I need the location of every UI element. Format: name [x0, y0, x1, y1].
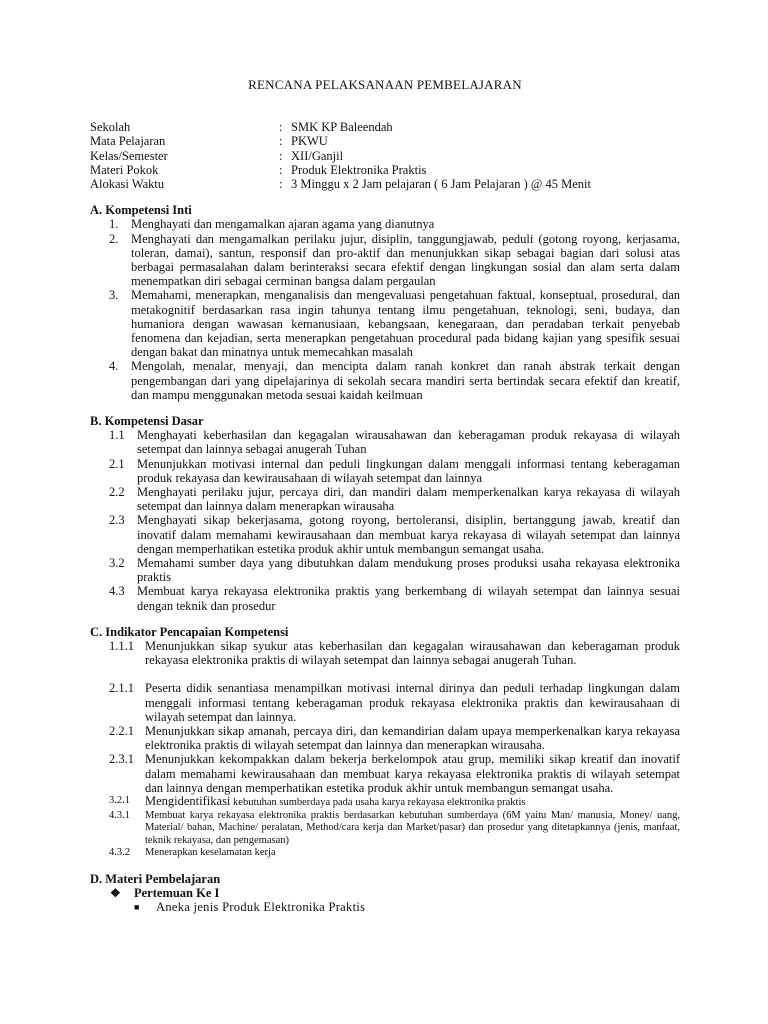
list-item — [90, 457, 680, 485]
identity-key: Sekolah — [90, 120, 131, 135]
section-core-competence — [90, 203, 680, 402]
item-number: 2.2 — [109, 485, 125, 499]
list-item — [90, 724, 680, 752]
identity-row-class — [90, 149, 680, 163]
list-item — [90, 752, 680, 795]
section-heading: D. Materi Pembelajaran — [90, 872, 221, 887]
item-number: 1. — [109, 217, 119, 232]
item-text-rest: kebutuhan sumberdaya pada usaha karya rekayasa elektronika praktis — [230, 797, 526, 809]
list-item — [90, 584, 680, 612]
diamond-bullet-icon: ❖ — [110, 886, 121, 901]
identity-row-time — [90, 177, 680, 191]
item-text-lead: Mengidentifikasi — [145, 794, 231, 809]
item-text: Membuat karya rekayasa elektronika praktis berdasarkan kebutuhan sumberdaya (6M yaitu Man/ manusia, Money/ uang, Material/ bahan, Machine/ peralatan, Method/cara kerja dan Market/pasar) dan prosedur yang ditetapkannya (jenis, manfaat, teknik rekayasa, dan pengemasan) — [145, 809, 680, 846]
list-item — [90, 795, 680, 810]
section-heading: B. Kompetensi Dasar — [90, 413, 204, 428]
item-text: Menunjukkan sikap amanah, percaya diri, dan kemandirian dalam upaya memperkenalkan karya rekayasa elektronika praktis di wilayah setempat dan lainnya dan menerapkan wirausaha. — [145, 724, 680, 753]
item-text: Membuat karya rekayasa elektronika praktis yang berkembang di wilayah setempat dan lainnya sesuai dengan teknik dan prosedur — [137, 584, 680, 613]
item-number: 3.2 — [109, 556, 125, 571]
item-text: Menunjukkan sikap syukur atas keberhasilan dan kegagalan wirausahawan dan keberagaman produk rekayasa elektronika praktis di wilayah setempat dan lainnya sebagai anugerah Tuhan. — [145, 639, 680, 668]
identity-row-school — [90, 120, 680, 134]
identity-colon: : — [279, 148, 283, 163]
identity-row-topic — [90, 163, 680, 177]
section-basic-competence — [90, 414, 680, 613]
identity-value: SMK KP Baleendah — [291, 120, 393, 135]
identity-key: Kelas/Semester — [90, 148, 168, 163]
spacer — [90, 667, 680, 681]
identity-key: Materi Pokok — [90, 162, 159, 177]
item-number: 3.2.1 — [109, 795, 130, 807]
identity-colon: : — [279, 120, 283, 135]
item-text: Menghayati dan mengamalkan ajaran agama yang dianutnya — [131, 217, 435, 232]
item-text: Peserta didik senantiasa menampilkan motivasi internal dirinya dan peduli terhadap lingkungan dalam menggali informasi tentang keberagaman produk rekayasa elektronika praktis dan kewirausahaan di wilayah setempat dan lainnya. — [145, 681, 680, 724]
section-materials — [90, 872, 680, 915]
list-item — [90, 428, 680, 456]
item-number: 4.3 — [109, 584, 125, 599]
identity-key: Mata Pelajaran — [90, 134, 166, 149]
list-item — [90, 359, 680, 402]
item-number: 2.1 — [109, 456, 125, 471]
meeting-label: Pertemuan Ke I — [134, 886, 220, 901]
item-text: Menghayati keberhasilan dan kegagalan wirausahawan dan keberagaman produk rekayasa di wilayah setempat dan lainnya sebagai anugerah Tuhan — [137, 428, 680, 457]
section-indicators — [90, 625, 680, 860]
item-text: Menunjukkan motivasi internal dan peduli lingkungan dalam menggali informasi tentang keberagaman produk rekayasa dan kewirausahaan di wilayah setempat dan lainnya — [137, 456, 680, 485]
section-heading: A. Kompetensi Inti — [90, 203, 192, 218]
square-bullet-icon: ■ — [134, 902, 140, 913]
document-title: RENCANA PELAKSANAAN PEMBELAJARAN — [248, 77, 522, 92]
item-text: Mengolah, menalar, menyaji, dan mencipta dalam ranah konkret dan ranah abstrak terkait dengan pengembangan dari yang dipelajarinya di sekolah secara mandiri serta bertindak secara efektif dan kreatif, dan mampu menggunakan metoda sesuai kaidah keilmuan — [131, 359, 680, 402]
item-text — [145, 795, 680, 810]
identity-value: Produk Elektronika Praktis — [291, 162, 427, 177]
item-number: 3. — [109, 288, 119, 303]
item-number: 2.1.1 — [109, 681, 134, 696]
section-heading: C. Indikator Pencapaian Kompetensi — [90, 624, 289, 639]
item-number: 2.2.1 — [109, 724, 134, 739]
item-number: 1.1 — [109, 428, 125, 443]
meeting-heading — [110, 886, 680, 900]
item-number: 4.3.1 — [109, 809, 130, 821]
item-number: 4.3.2 — [109, 847, 130, 859]
identity-value: XII/Ganjil — [291, 148, 344, 163]
identity-colon: : — [279, 134, 283, 149]
list-item — [90, 681, 680, 724]
list-item — [90, 485, 680, 513]
list-item — [90, 513, 680, 556]
item-number: 2.3 — [109, 513, 125, 528]
list-item — [90, 288, 680, 359]
item-text: Memahami, menerapkan, menganalisis dan mengevaluasi pengetahuan faktual, konseptual, prosedural, dan metakognitif berdasarkan rasa ingin tahunya tentang ilmu pengetahuan, teknologi, seni, budaya, dan humaniora dengan wawasan kemanusiaan, kebangsaan, kenegaraan, dan peradaban terkait penyebab fenomena dan kejadian, serta menerapkan pengetahuan procedural pada bidang kajian yang spesifik sesuai dengan bakat dan minatnya untuk memecahkan masalah — [131, 288, 680, 360]
list-item — [90, 217, 680, 231]
list-item — [90, 556, 680, 584]
topic-item — [134, 900, 680, 914]
identity-key: Alokasi Waktu — [90, 176, 165, 191]
identity-value: PKWU — [291, 134, 328, 149]
identity-value: 3 Minggu x 2 Jam pelajaran ( 6 Jam Pelajaran ) @ 45 Menit — [291, 176, 591, 191]
item-text: Menghayati sikap bekerjasama, gotong royong, bertoleransi, disiplin, bertanggung jawab, kreatif dan inovatif dalam memahami kewirausahaan dan membuat karya rekayasa di wilayah setempat dan lainnya dengan memperhatikan estetika produk akhir untuk membangun semangat usaha. — [137, 513, 680, 556]
item-text: Memahami sumber daya yang dibutuhkan dalam mendukung proses produksi usaha rekayasa elektronika praktis — [137, 556, 680, 585]
item-number: 1.1.1 — [109, 639, 134, 654]
topic-label: Aneka jenis Produk Elektronika Praktis — [156, 900, 366, 915]
list-item — [90, 639, 680, 667]
item-number: 4. — [109, 359, 119, 374]
identity-colon: : — [279, 176, 283, 191]
identity-block — [90, 120, 680, 191]
identity-colon: : — [279, 162, 283, 177]
item-text: Menerapkan keselamatan kerja — [145, 847, 276, 859]
identity-row-subject — [90, 134, 680, 148]
list-item — [90, 810, 680, 848]
item-number: 2. — [109, 231, 119, 246]
item-number: 2.3.1 — [109, 752, 134, 767]
list-item — [90, 847, 680, 860]
item-text: Menunjukkan kekompakkan dalam bekerja berkelompok atau grup, memiliki sikap kreatif dan inovatif dalam memahami kewirausahaan dan membuat karya rekayasa elektronika praktis di wilayah setempat dan lainnya dengan memperhatikan estetika produk akhir untuk membangun semangat usaha. — [145, 752, 680, 795]
item-text: Menghayati dan mengamalkan perilaku jujur, disiplin, tanggungjawab, peduli (gotong royong, kerjasama, toleran, damai), santun, responsif dan pro-aktif dan menunjukkan sikap sebagai bagian dari solusi atas berbagai permasalahan dalam berinteraksi secara efektif dengan lingkungan sosial dan alam serta dalam menempatkan diri sebagai cerminan bangsa dalam pergaulan — [131, 231, 680, 289]
list-item — [90, 232, 680, 289]
item-text: Menghayati perilaku jujur, percaya diri, dan mandiri dalam memperkenalkan karya rekayasa di wilayah setempat dan lainnya dalam menerapkan wirausaha — [137, 485, 680, 514]
